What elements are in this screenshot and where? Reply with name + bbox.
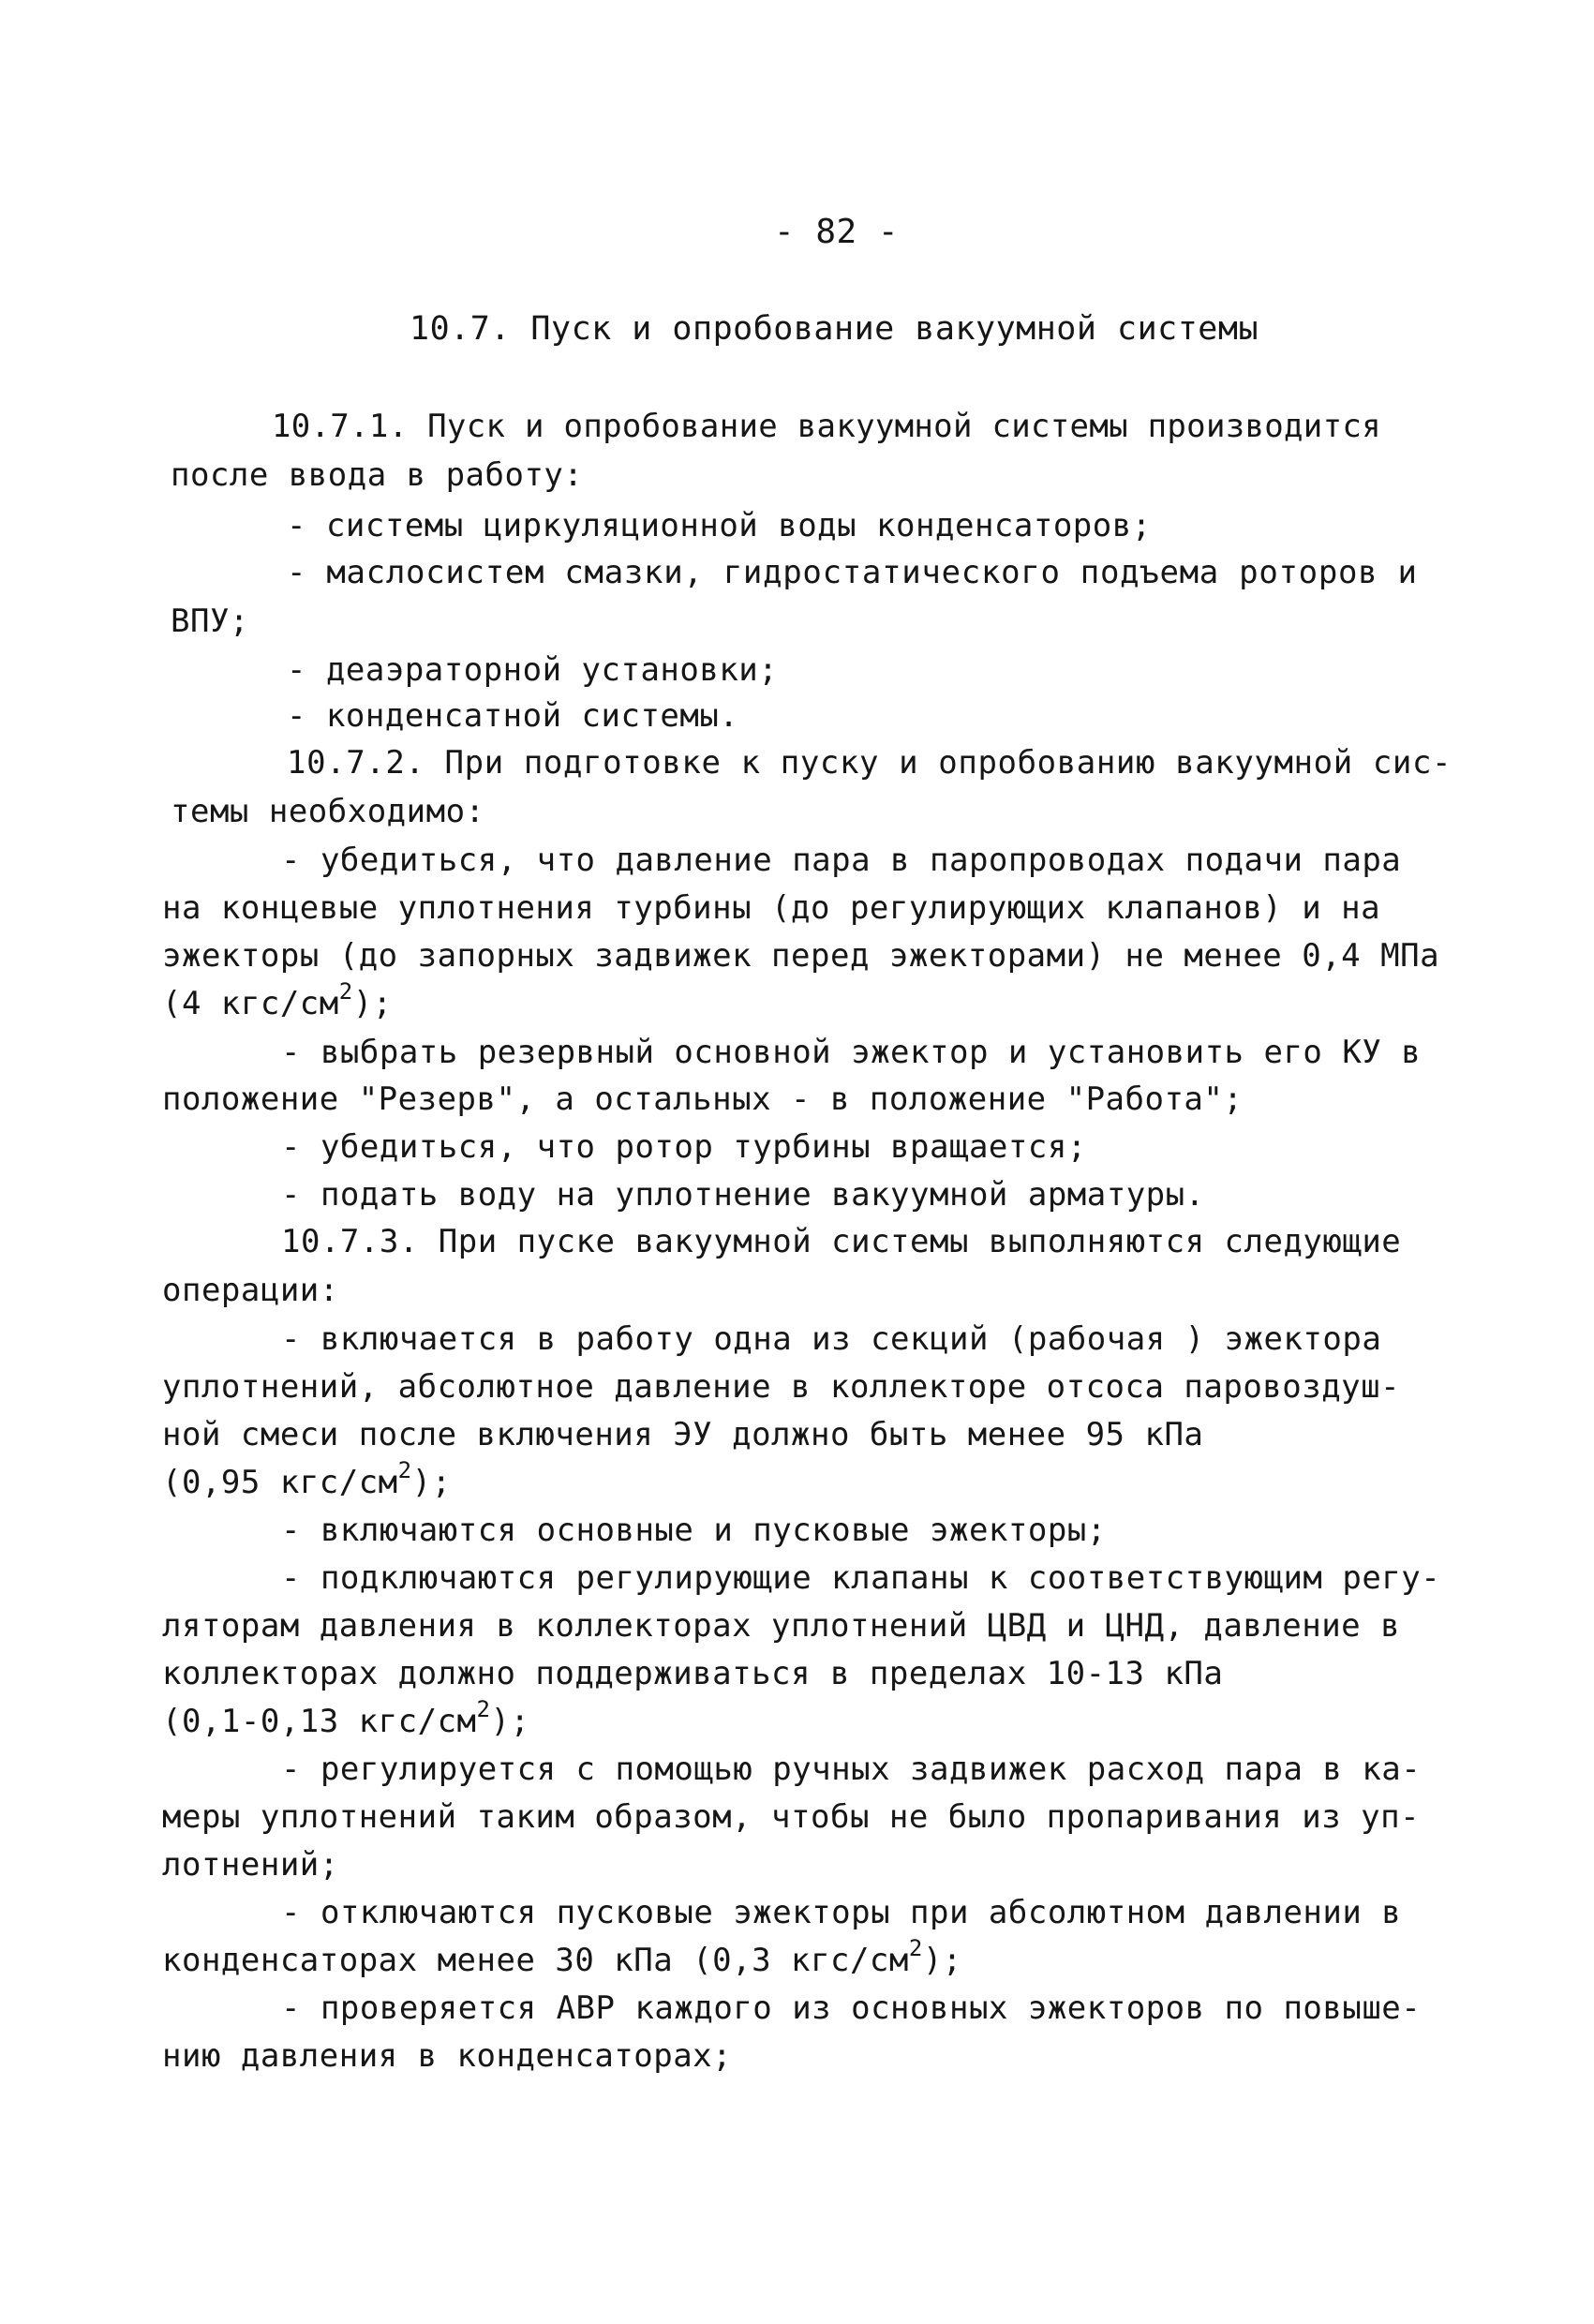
- list-item: - подать воду на уплотнение вакуумной арматуры.: [281, 1176, 1205, 1214]
- list-item: - системы циркуляционной воды конденсаторов;: [287, 507, 1152, 544]
- text-line: нию давления в конденсаторах;: [162, 2037, 733, 2075]
- list-item: - маслосистем смазки, гидростатического подъема роторов и: [287, 554, 1418, 591]
- list-item: - включаются основные и пусковые эжекторы;: [281, 1512, 1107, 1549]
- text-line: ной смеси после включения ЭУ должно быть менее 95 кПа: [162, 1416, 1204, 1453]
- text-line: (4 кгс/$см^2$);: [162, 977, 393, 1022]
- list-item: - проверяется АВР каждого из основных эжекторов по повыше-: [281, 1989, 1422, 2027]
- text-line: после ввода в работу:: [171, 456, 584, 494]
- text-line: (0,1-0,13 кгс/$см^2$);: [162, 1695, 530, 1740]
- list-item: - деаэраторной установки;: [287, 651, 779, 689]
- paragraph-10-7-1: 10.7.1. Пуск и опробование вакуумной системы производится: [272, 408, 1381, 445]
- list-item: - выбрать резервный основной эжектор и установить его КУ в: [281, 1034, 1422, 1071]
- text-line: (0,95 кгс/$см^2$);: [162, 1456, 452, 1501]
- text-line: лотнений;: [162, 1846, 339, 1884]
- list-item: - конденсатной системы.: [287, 697, 739, 735]
- text-line: на концевые уплотнения турбины (до регулирующих клапанов) и на: [162, 889, 1381, 927]
- text-line: положение "Резерв", а остальных - в положение "Работа";: [162, 1080, 1244, 1118]
- text-line: операции:: [162, 1272, 339, 1309]
- list-item: - включается в работу одна из секций (рабочая ) эжектора: [281, 1320, 1382, 1358]
- text-line: уплотнений, абсолютное давление в коллекторе отсоса паровоздуш-: [162, 1368, 1401, 1406]
- page-number: - 82 -: [774, 213, 900, 251]
- paragraph-10-7-2: 10.7.2. При подготовке к пуску и опробованию вакуумной сис-: [287, 744, 1452, 782]
- text-line: ляторам давления в коллекторах уплотнений ЦВД и ЦНД, давление в: [162, 1607, 1401, 1645]
- text-line: темы необходимо:: [171, 793, 485, 830]
- text-line: коллекторах должно поддерживаться в пределах 10-13 кПа: [162, 1655, 1224, 1692]
- list-item: - регулируется с помощью ручных задвижек расход пара в ка-: [281, 1750, 1422, 1788]
- text-line: конденсаторах менее 30 кПа (0,3 кгс/$см^2$);: [162, 1934, 962, 1979]
- list-item: - отключаются пусковые эжекторы при абсолютном давлении в: [281, 1894, 1402, 1931]
- text-line: ВПУ;: [171, 603, 249, 640]
- paragraph-10-7-3: 10.7.3. При пуске вакуумной системы выполняются следующие: [281, 1223, 1402, 1260]
- list-item: - подключаются регулирующие клапаны к соответствующим регу-: [281, 1559, 1441, 1597]
- list-item: - убедиться, что давление пара в паропроводах подачи пара: [281, 842, 1402, 879]
- list-item: - убедиться, что ротор турбины вращается;: [281, 1128, 1087, 1166]
- text-line: меры уплотнений таким образом, чтобы не было пропаривания из уп-: [162, 1798, 1421, 1836]
- text-line: эжекторы (до запорных задвижек перед эжекторами) не менее 0,4 МПа: [162, 937, 1440, 975]
- section-title: 10.7. Пуск и опробование вакуумной системы: [410, 310, 1259, 348]
